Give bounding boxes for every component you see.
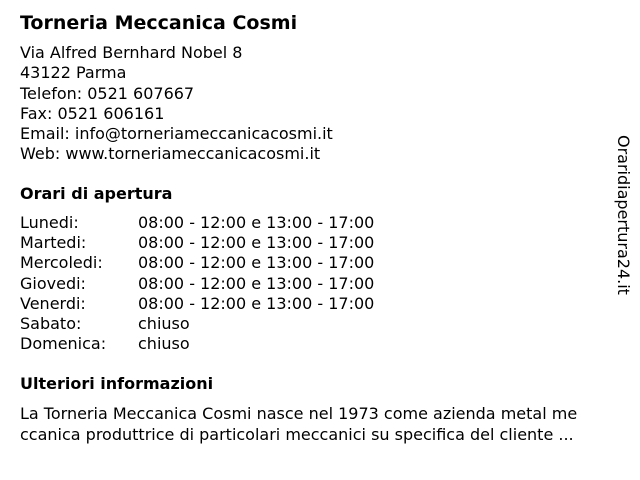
day-label: Sabato: <box>20 314 82 334</box>
description-line: La Torneria Meccanica Cosmi nasce nel 1973 come azienda metal me <box>20 404 578 423</box>
time-value: 08:00 - 12:00 e 13:00 - 17:00 <box>138 213 375 232</box>
hours-row-wednesday <box>20 253 374 273</box>
business-description <box>20 404 625 445</box>
opening-hours-heading: Orari di apertura <box>20 184 173 203</box>
fax-number: Fax: 0521 606161 <box>20 103 165 123</box>
hours-row-thursday <box>20 274 374 294</box>
hours-row-sunday <box>20 334 374 354</box>
email-address: Email: info@torneriameccanicacosmi.it <box>20 124 333 144</box>
day-label: Giovedi: <box>20 273 86 293</box>
phone-number: Telefon: 0521 607667 <box>20 83 195 103</box>
address-street: Via Alfred Bernhard Nobel 8 <box>20 43 243 62</box>
business-name: Torneria Meccanica Cosmi <box>20 12 298 34</box>
day-label: Venerdi: <box>20 293 86 313</box>
hours-row-saturday <box>20 314 374 334</box>
more-info-heading: Ulteriori informazioni <box>20 374 214 393</box>
description-line: ccanica produttrice di particolari meccanici su specifica del cliente ... <box>20 424 574 444</box>
time-value: 08:00 - 12:00 e 13:00 - 17:00 <box>138 233 375 253</box>
time-value: chiuso <box>138 314 190 334</box>
day-label: Mercoledi: <box>20 253 103 273</box>
address-city: 43122 Parma <box>20 63 127 83</box>
hours-row-friday <box>20 294 374 314</box>
hours-row-tuesday <box>20 233 374 253</box>
day-label: Domenica: <box>20 334 107 354</box>
contact-block <box>20 43 333 165</box>
day-label: Martedi: <box>20 233 87 253</box>
site-watermark: Oraridiapertura24.it <box>614 135 633 295</box>
time-value: 08:00 - 12:00 e 13:00 - 17:00 <box>138 253 375 273</box>
hours-row-monday <box>20 213 374 233</box>
time-value: 08:00 - 12:00 e 13:00 - 17:00 <box>138 273 375 293</box>
day-label: Lunedi: <box>20 213 79 232</box>
time-value: 08:00 - 12:00 e 13:00 - 17:00 <box>138 293 375 313</box>
opening-hours-table <box>20 213 374 354</box>
website: Web: www.torneriameccanicacosmi.it <box>20 144 321 164</box>
time-value: chiuso <box>138 334 190 354</box>
